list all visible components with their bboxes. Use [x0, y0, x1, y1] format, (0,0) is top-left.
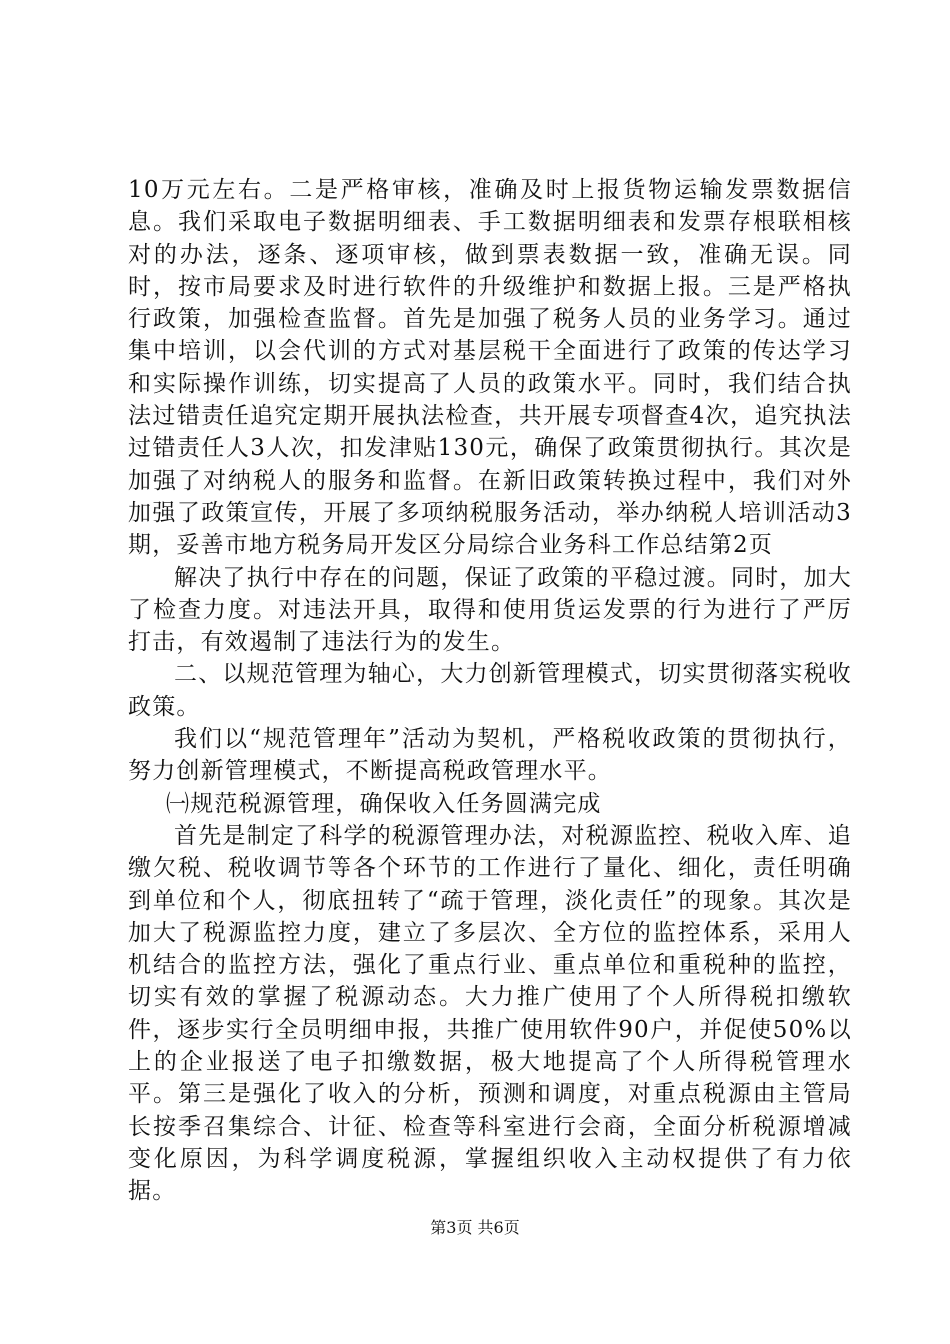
document-body	[128, 174, 852, 1208]
paragraph-continuation: 10万元左右。二是严格审核，准确及时上报货物运输发票数据信息。我们采取电子数据明细表、手工数据明细表和发票存根联相核对的办法，逐条、逐项审核，做到票表数据一致，准确无误。同时，按市局要求及时进行软件的升级维护和数据上报。三是严格执行政策，加强检查监督。首先是加强了税务人员的业务学习。通过集中培训，以会代训的方式对基层税干全面进行了政策的传达学习和实际操作训练，切实提高了人员的政策水平。同时，我们结合执法过错责任追究定期开展执法检查，共开展专项督查4次，追究执法过错责任人3人次，扣发津贴130元，确保了政策贯彻执行。其次是加强了对纳税人的服务和监督。在新旧政策转换过程中，我们对外加强了政策宣传，开展了多项纳税服务活动，举办纳税人培训活动3期，妥善市地方税务局开发区分局综合业务科工作总结第2页	[128, 177, 852, 559]
paragraph-intro: 我们以“规范管理年”活动为契机，严格税收政策的贯彻执行，努力创新管理模式，不断提高税政管理水平。	[128, 726, 852, 785]
paragraph-tax-source: 首先是制定了科学的税源管理办法，对税源监控、税收入库、追缴欠税、税收调节等各个环节的工作进行了量化、细化，责任明确到单位和个人，彻底扭转了“疏于管理，淡化责任”的现象。其次是加大了税源监控力度，建立了多层次、全方位的监控体系，采用人机结合的监控方法，强化了重点行业、重点单位和重税种的监控，切实有效的掌握了税源动态。大力推广使用了个人所得税扣缴软件，逐步实行全员明细申报，共推广使用软件90户，并促使50%以上的企业报送了电子扣缴数据，极大地提高了个人所得税管理水平。第三是强化了收入的分析，预测和调度，对重点税源由主管局长按季召集综合、计征、检查等科室进行会商，全面分析税源增减变化原因，为科学调度税源，掌握组织收入主动权提供了有力依据。	[128, 822, 852, 1205]
subsection-heading-1: ㈠规范税源管理，确保收入任务圆满完成	[166, 790, 602, 817]
page-footer: 第3页 共6页	[430, 1218, 520, 1237]
section-heading-2: 二、以规范管理为轴心，大力创新管理模式，切实贯彻落实税收政策。	[128, 661, 852, 720]
paragraph-resolution: 解决了执行中存在的问题，保证了政策的平稳过渡。同时，加大了检查力度。对违法开具，取得和使用货运发票的行为进行了严厉打击，有效遏制了违法行为的发生。	[128, 564, 852, 656]
